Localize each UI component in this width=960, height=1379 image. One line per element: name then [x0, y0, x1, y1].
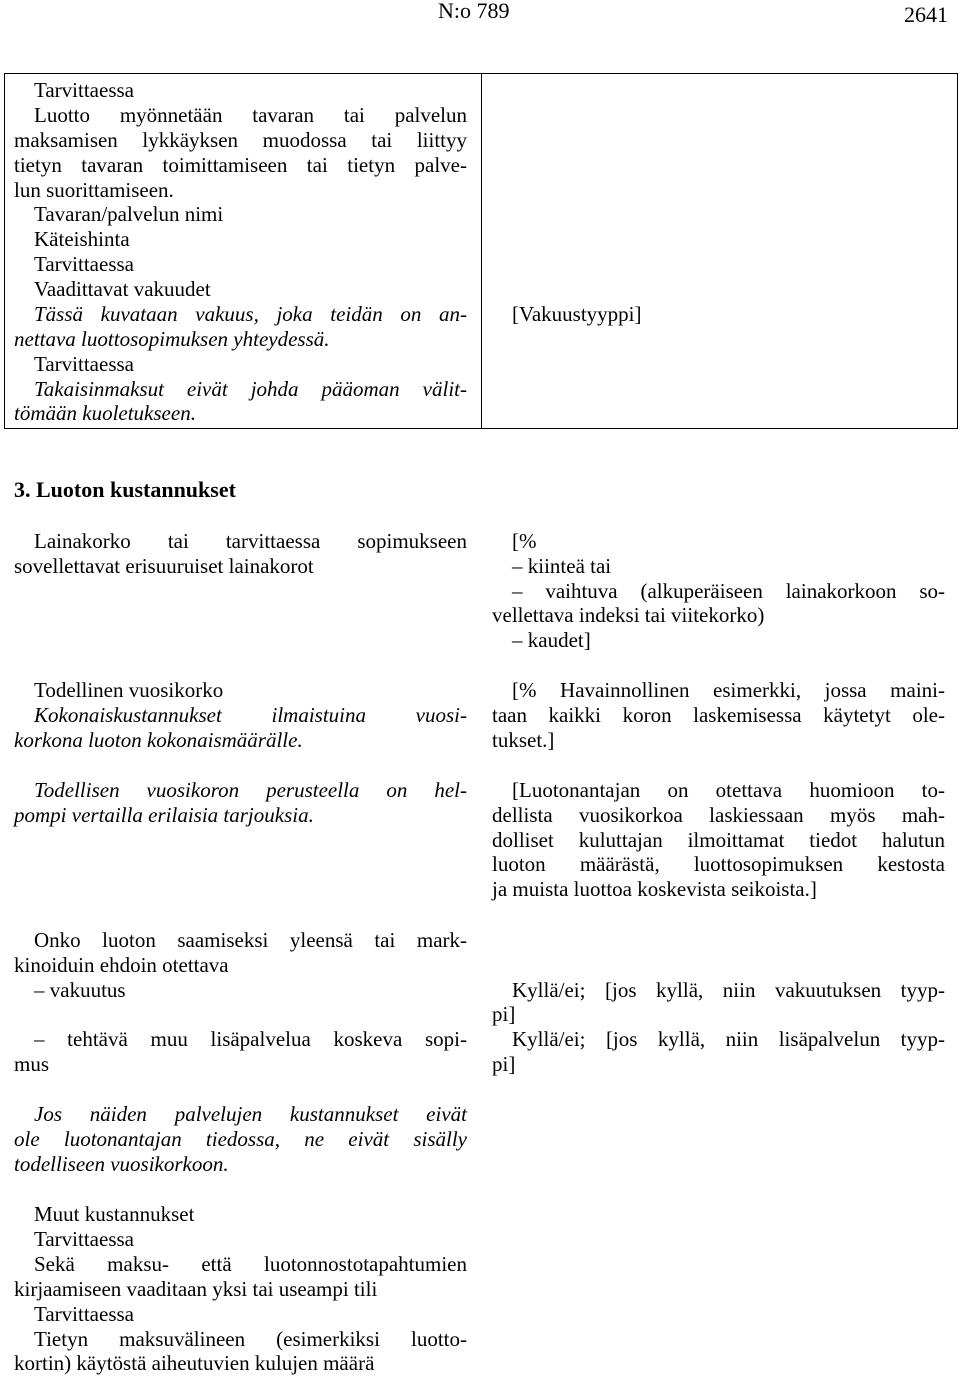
text-line: Onko luoton saamiseksi yleensä tai mark- — [34, 928, 467, 952]
text-line: kinoiduin ehdoin otettava — [14, 953, 229, 977]
text-line: Vaadittavat vakuudet — [34, 277, 211, 301]
text-line: Kokonaiskustannukset ilmaistuina vuosi- — [34, 703, 467, 727]
text-line: dellista vuosikorkoa laskiessaan myös mah- — [492, 803, 945, 827]
table-right-border — [957, 73, 958, 429]
text-line: Tässä kuvataan vakuus, joka teidän on an- — [34, 302, 467, 326]
text-line: lun suorittamiseen. — [14, 178, 174, 202]
text-line: luoton määrästä, luottosopimuksen kestosta — [492, 852, 945, 876]
text-line: Tavaran/palvelun nimi — [34, 202, 224, 226]
text-line: – kaudet] — [512, 628, 591, 652]
text-line: taan kaikki koron laskemisessa käytetyt ole- — [492, 703, 945, 727]
text-line: Todellinen vuosikorko — [34, 678, 224, 702]
text-line: [Luotonantajan on otettava huomioon to- — [512, 778, 945, 802]
text-line: tukset.] — [492, 728, 555, 752]
text-line: Tarvittaessa — [34, 1227, 134, 1251]
text-line: Takaisinmaksut eivät johda pääoman välit- — [34, 377, 467, 401]
text-line: – vakuutus — [34, 978, 126, 1002]
text-line: Muut kustannukset — [34, 1202, 195, 1226]
section-heading: 3. Luoton kustannukset — [14, 477, 236, 502]
text-line: Jos näiden palvelujen kustannukset eivät — [34, 1102, 467, 1126]
text-line: Tarvittaessa — [34, 352, 134, 376]
table-left-border — [4, 73, 5, 429]
text-line: tietyn tavaran toimittamiseen tai tietyn palve- — [14, 153, 467, 177]
text-line: pompi vertailla erilaisia tarjouksia. — [14, 803, 314, 827]
page-number: 2641 — [904, 2, 948, 27]
text-line: sovellettavat erisuuruiset lainakorot — [14, 554, 314, 578]
text-line: Tarvittaessa — [34, 78, 134, 102]
text-line: ole luotonantajan tiedossa, ne eivät sisälly — [14, 1127, 467, 1151]
text-line: – tehtävä muu lisäpalvelua koskeva sopi- — [34, 1027, 467, 1051]
text-line: – vaihtuva (alkuperäiseen lainakorkoon so- — [512, 579, 945, 603]
text-line: [% — [512, 529, 537, 553]
text-line: nettava luottosopimuksen yhteydessä. — [14, 327, 330, 351]
text-line: todelliseen vuosikorkoon. — [14, 1152, 229, 1176]
text-line: tömään kuoletukseen. — [14, 401, 196, 425]
text-line: [% Havainnollinen esimerkki, jossa maini- — [512, 678, 945, 702]
text-line: dolliset kuluttajan ilmoittamat tiedot halutun — [492, 828, 945, 852]
text-line: Todellisen vuosikoron perusteella on hel- — [34, 778, 467, 802]
text-line: – kiinteä tai — [512, 554, 612, 578]
text-line: vellettava indeksi tai viitekorko) — [492, 603, 765, 627]
text-line: Tarvittaessa — [34, 252, 134, 276]
text-line: Kyllä/ei; [jos kyllä, niin vakuutuksen tyyp- — [512, 978, 945, 1002]
text-line: Lainakorko tai tarvittaessa sopimukseen — [34, 529, 467, 553]
text-line: ja muista luottoa koskevista seikoista.] — [492, 877, 817, 901]
text-line: maksamisen lykkäyksen muodossa tai liittyy — [14, 128, 467, 152]
text-line: pi] — [492, 1002, 516, 1026]
document-number: N:o 789 — [438, 0, 510, 23]
text-line: Käteishinta — [34, 227, 130, 251]
text-line: Sekä maksu- että luotonnostotapahtumien — [34, 1252, 467, 1276]
text-line: Luotto myönnetään tavaran tai palvelun — [34, 103, 467, 127]
text-line: kirjaamiseen vaaditaan yksi tai useampi tili — [14, 1277, 378, 1301]
text-line: Tarvittaessa — [34, 1302, 134, 1326]
text-line: Kyllä/ei; [jos kyllä, niin lisäpalvelun tyyp- — [512, 1027, 945, 1051]
collateral-type: [Vakuustyyppi] — [512, 302, 642, 326]
table-middle-border — [481, 73, 482, 429]
text-line: Tietyn maksuvälineen (esimerkiksi luotto- — [34, 1327, 467, 1351]
text-line: mus — [14, 1052, 50, 1076]
text-line: kortin) käytöstä aiheutuvien kulujen määrä — [14, 1351, 375, 1375]
text-line: pi] — [492, 1052, 516, 1076]
text-line: korkona luoton kokonaismäärälle. — [14, 728, 303, 752]
